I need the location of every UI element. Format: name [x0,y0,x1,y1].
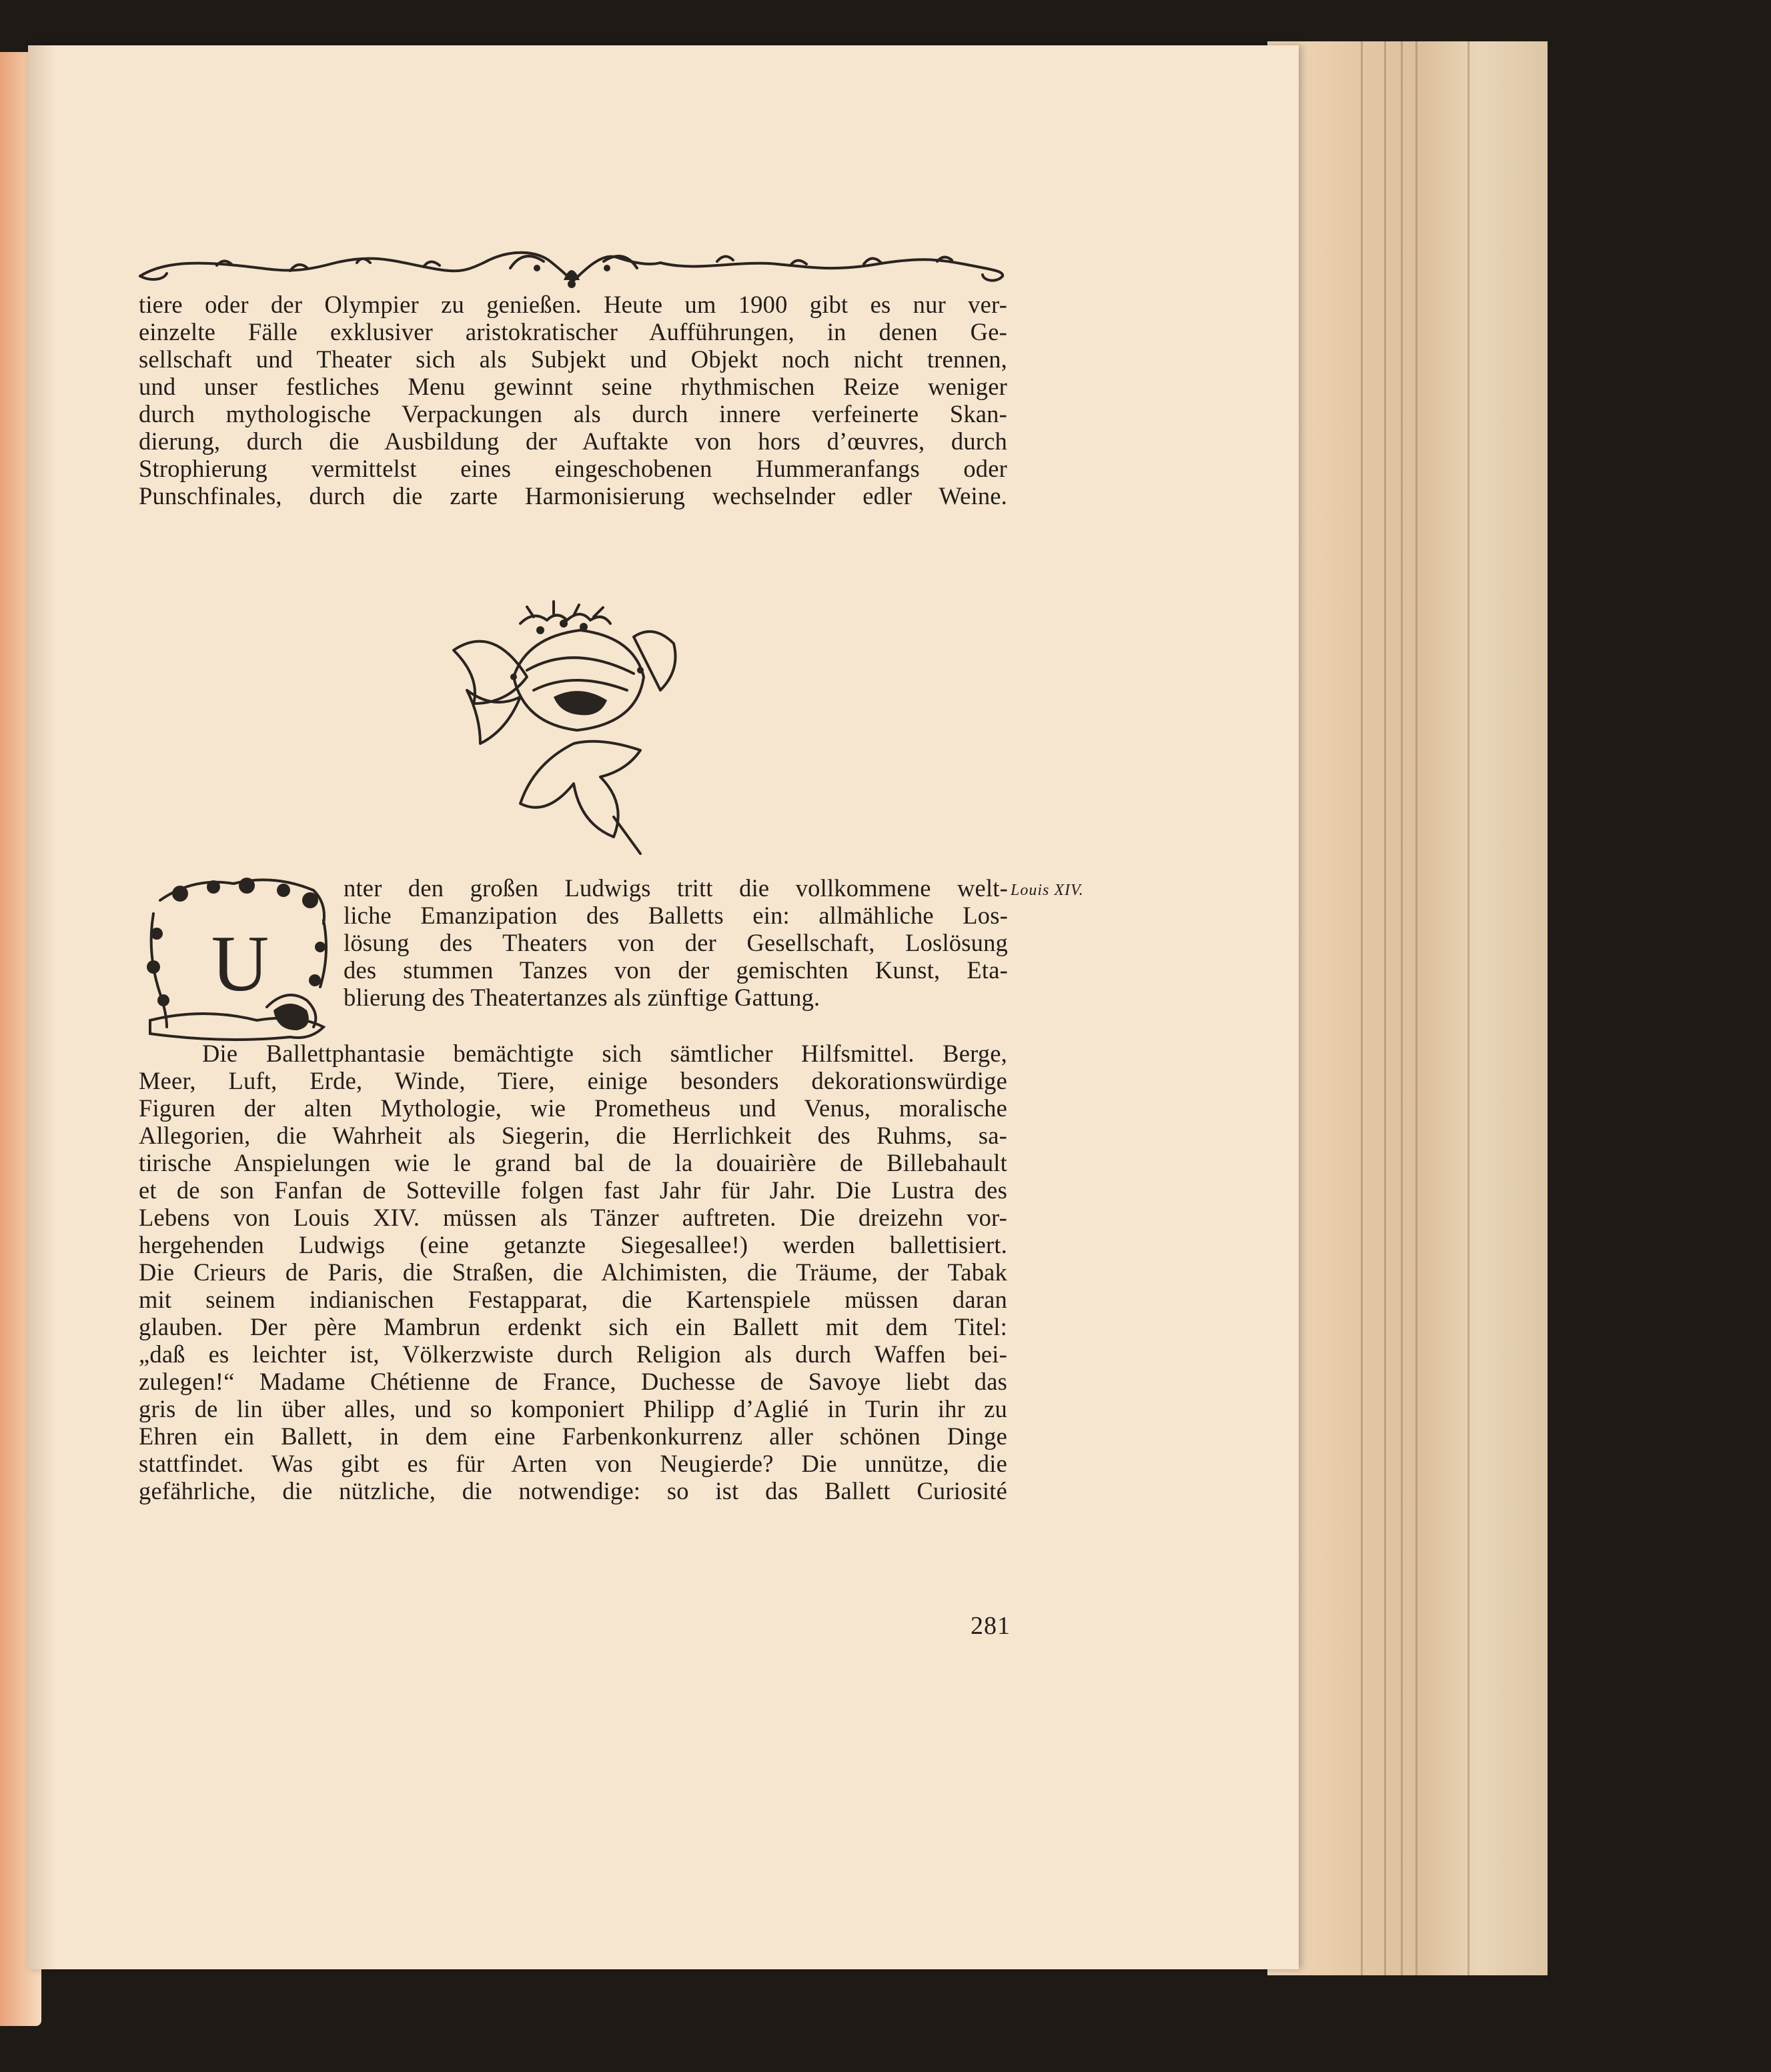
page-stack-edges [1267,41,1548,1975]
page-number: 281 [971,1612,1011,1640]
text-line: Allegorien, die Wahrheit als Siegerin, die Herrlichkeit des Ruhms, sa- [139,1122,1007,1149]
text-line: Die Crieurs de Paris, die Straßen, die Alchimisten, die Träume, der Tabak [139,1258,1007,1286]
hat-with-ribbon-icon [440,597,707,857]
text-line: Meer, Luft, Erde, Winde, Tiere, einige besonders dekorationswürdige [139,1067,1007,1094]
text-line: stattfindet. Was gibt es für Arten von Neugierde? Die unnütze, die [139,1450,1007,1477]
scroll-ornament-icon [137,241,1007,289]
text-line: tirische Anspielungen wie le grand bal de la douairière de Billebahault [139,1149,1007,1176]
text-line: durch mythologische Verpackungen als durch innere verfeinerte Skan- [139,400,1007,427]
text-line: nter den großen Ludwigs tritt die vollkommene welt- [344,874,1008,902]
text-line: des stummen Tanzes von der gemischten Kunst, Eta- [344,956,1008,984]
text-line: Lebens von Louis XIV. müssen als Tänzer auftreten. Die dreizehn vor- [139,1204,1007,1231]
text-line: Figuren der alten Mythologie, wie Prometheus und Venus, moralische [139,1094,1007,1122]
text-line: gris de lin über alles, und so komponiert Philipp d’Aglié in Turin ihr zu [139,1395,1007,1422]
gutter-shadow [28,45,55,1969]
text-line: et de son Fanfan de Sotteville folgen fast Jahr für Jahr. Die Lustra des [139,1176,1007,1204]
text-line: zulegen!“ Madame Chétienne de France, Duchesse de Savoye liebt das [139,1368,1007,1395]
text-line: lösung des Theaters von der Gesellschaft, Loslösung [344,929,1008,956]
text-line: dierung, durch die Ausbildung der Auftakte von hors d’œuvres, durch [139,427,1007,455]
text-line: blierung des Theatertanzes als zünftige Gattung. [344,984,820,1011]
text-line: glauben. Der père Mambrun erdenkt sich ein Ballett mit dem Titel: [139,1313,1007,1340]
text-line: tiere oder der Olympier zu genießen. Heute um 1900 gibt es nur ver- [139,291,1007,318]
text-line: und unser festliches Menu gewinnt seine rhythmischen Reize weniger [139,373,1007,400]
drop-cap-letter: U [211,919,269,1008]
text-line: einzelte Fälle exklusiver aristokratischer Aufführungen, in denen Ge- [139,318,1007,345]
text-line: Ehren ein Ballett, in dem eine Farbenkonkurrenz aller schönen Dinge [139,1422,1007,1450]
text-line: hergehenden Ludwigs (eine getanzte Siegesallee!) werden ballettisiert. [139,1231,1007,1258]
text-line: Die Ballettphantasie bemächtigte sich sämtlicher Hilfsmittel. Berge, [202,1040,1007,1067]
text-line: Strophierung vermittelst eines eingeschobenen Hummeranfangs oder [139,455,1007,482]
text-line: liche Emanzipation des Balletts ein: allmähliche Los- [344,902,1008,929]
margin-note: Louis XIV. [1011,882,1084,899]
text-line: gefährliche, die nützliche, die notwendige: so ist das Ballett Curiosité [139,1477,1007,1504]
text-line: mit seinem indianischen Festapparat, die Kartenspiele müssen daran [139,1286,1007,1313]
text-line: „daß es leichter ist, Völkerzwiste durch Religion als durch Waffen bei- [139,1340,1007,1368]
text-line: sellschaft und Theater sich als Subjekt und Objekt noch nicht trennen, [139,345,1007,373]
text-line: Punschfinales, durch die zarte Harmonisierung wechselnder edler Weine. [139,482,1007,509]
